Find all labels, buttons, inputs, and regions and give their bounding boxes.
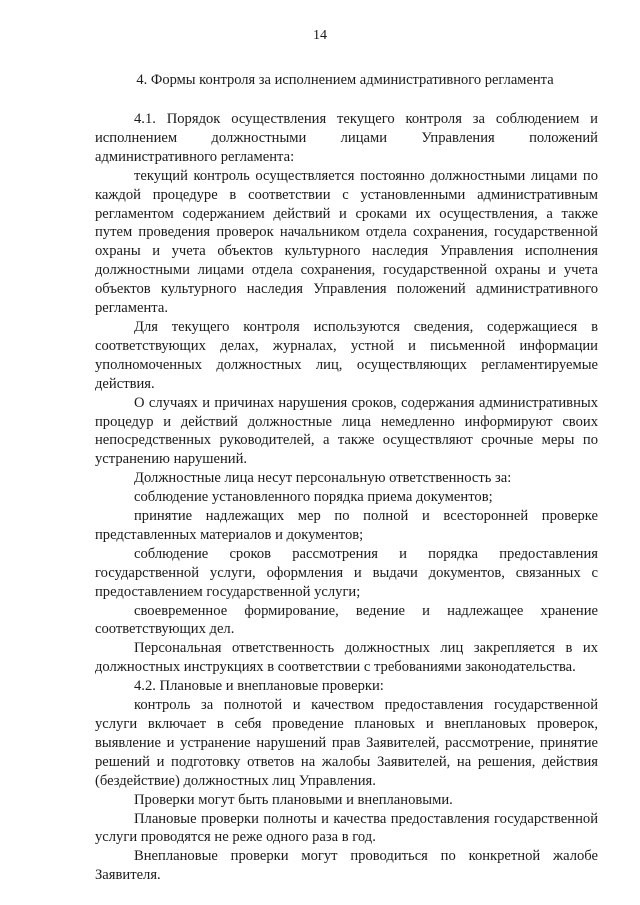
paragraph: Должностные лица несут персональную ответственность за: xyxy=(134,470,512,487)
paragraph: О случаях и причинах нарушения сроков, содержания административных процедур и действий должностные лица немедленно информируют своих непосредственных руководителей, а также осуществляют срочные меры по устранению нарушений. xyxy=(95,394,598,468)
paragraph: текущий контроль осуществляется постоянно должностными лицами по каждой процедуре в соответствии с установленными административным регламентом содержанием действий и сроками их осуществления, а также путем проведения проверок начальником отдела сохранения, государственной охраны и учета объектов культурного наследия Управления исполнения должностными лицами отдела сохранения, государственной охраны и учета объектов культурного наследия Управления положений административного регламента. xyxy=(95,167,598,317)
paragraph: Плановые проверки полноты и качества предоставления государственной услуги проводятся не реже одного раза в год. xyxy=(95,810,598,846)
page-number: 14 xyxy=(313,28,327,43)
paragraph: Проверки могут быть плановыми и внеплановыми. xyxy=(134,791,453,808)
paragraph: Персональная ответственность должностных лиц закрепляется в их должностных инструкциях в соответствии с требованиями законодательства. xyxy=(95,640,598,676)
paragraph: контроль за полнотой и качеством предоставления государственной услуги включает в себя проведение плановых и внеплановых проверок, выявление и устранение нарушений прав Заявителей, рассмотрение, принятие решений и подготовку ответов на жалобы Заявителей, на решения, действия (бездействие) должностных лиц Управления. xyxy=(95,697,598,789)
paragraph: Внеплановые проверки могут проводиться по конкретной жалобе Заявителя. xyxy=(95,848,598,884)
paragraph: Для текущего контроля используются сведения, содержащиеся в соответствующих делах, журналах, устной и письменной информации уполномоченных должностных лиц, осуществляющих регламентируемые действия. xyxy=(95,318,598,392)
paragraph: принятие надлежащих мер по полной и всесторонней проверке представленных материалов и документов; xyxy=(95,508,598,543)
document-body xyxy=(95,110,598,885)
paragraph: соблюдение установленного порядка приема документов; xyxy=(134,489,493,506)
section-title: 4. Формы контроля за исполнением административного регламента xyxy=(136,72,554,88)
paragraph: соблюдение сроков рассмотрения и порядка предоставления государственной услуги, оформления и выдачи документов, связанных с предоставлением государственной услуги; xyxy=(95,545,598,600)
paragraph: своевременное формирование, ведение и надлежащее хранение соответствующих дел. xyxy=(95,602,598,638)
paragraph: 4.1. Порядок осуществления текущего контроля за соблюдением и исполнением должностными лицами Управления положений административного регламента: xyxy=(95,111,598,165)
paragraph: 4.2. Плановые и внеплановые проверки: xyxy=(134,678,384,695)
